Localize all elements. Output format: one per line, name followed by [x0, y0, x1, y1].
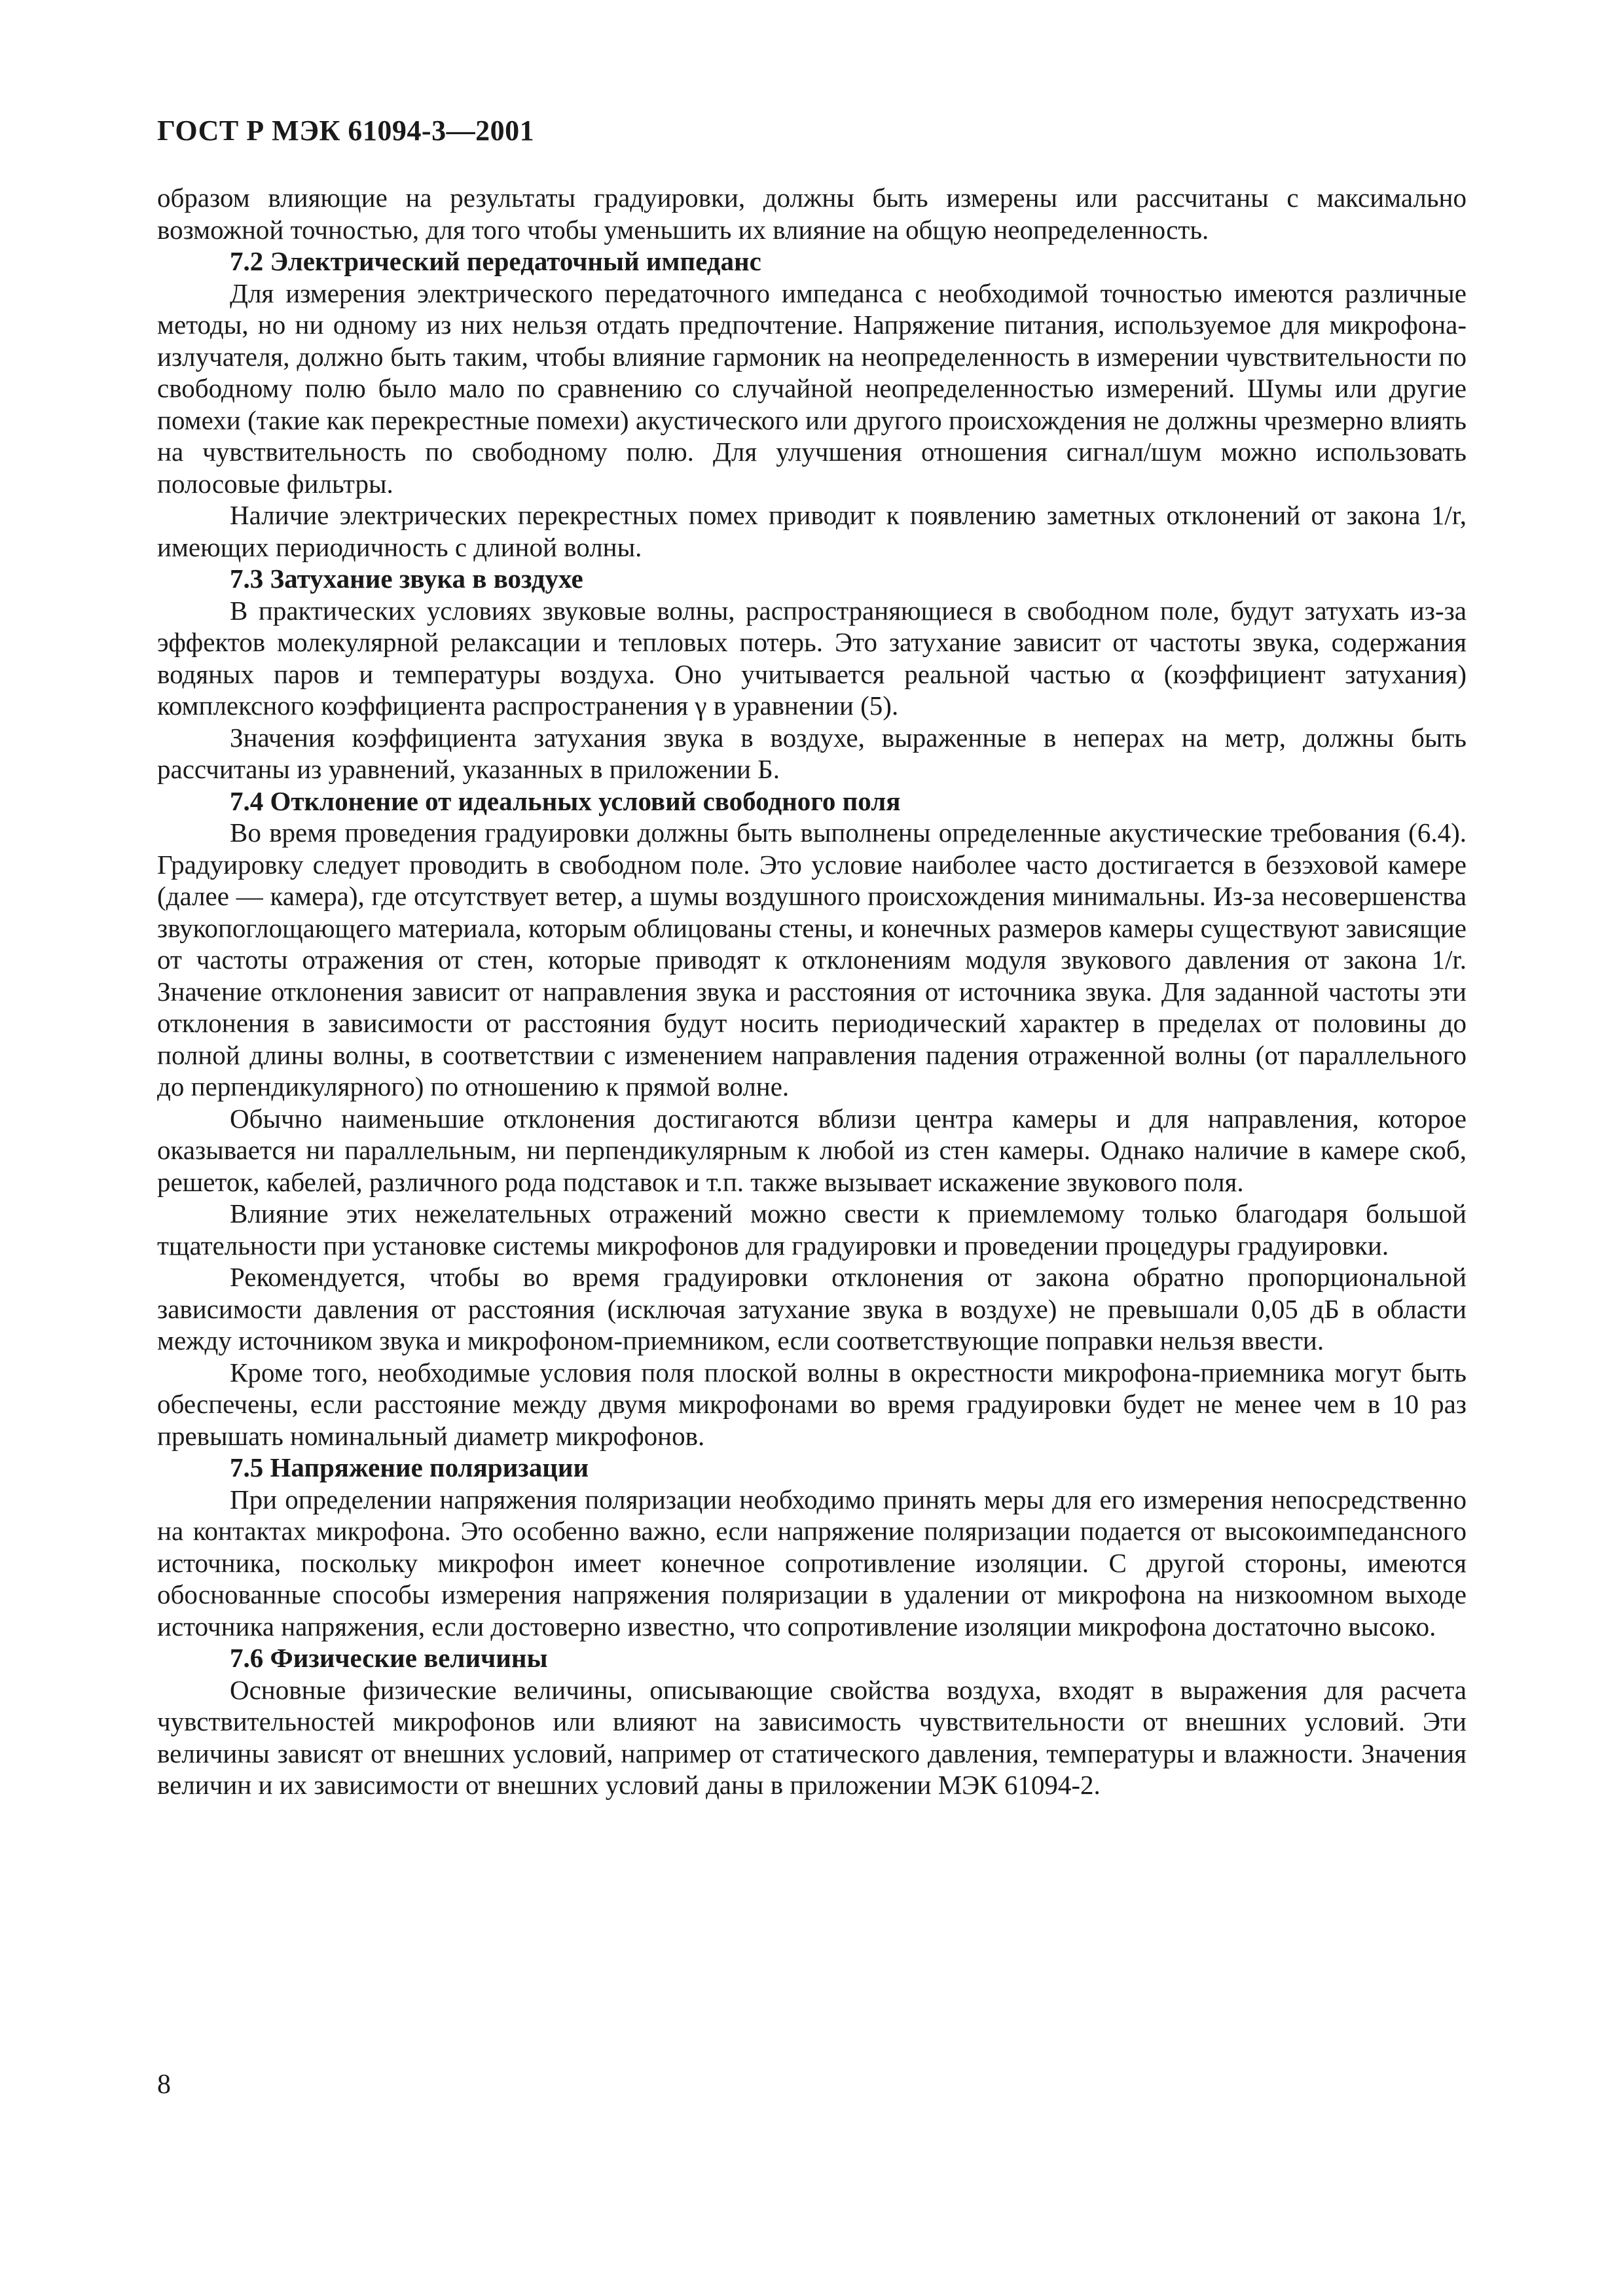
- paragraph: Обычно наименьшие отклонения достигаются вблизи центра камеры и для направления, которое оказывается ни параллельным, ни перпендикулярным к любой из стен камеры. Однако наличие в камере скоб, решеток, кабелей, различного рода подставок и т.п. также вызывает искажение звукового поля.: [157, 1103, 1467, 1197]
- paragraph: При определении напряжения поляризации необходимо принять меры для его измерения непосредственно на контактах микрофона. Это особенно важно, если напряжение поляризации подается от высокоимпедансного источника, поскольку микрофон имеет конечное сопротивление изоляции. С другой стороны, имеются обоснованные способы измерения напряжения поляризации в удалении от микрофона на низкоомном выходе источника напряжения, если достоверно известно, что сопротивление изоляции микрофона достаточно высоко.: [157, 1484, 1467, 1641]
- paragraph: Для измерения электрического передаточного импеданса с необходимой точностью имеются различные методы, но ни одному из них нельзя отдать предпочтение. Напряжение питания, используемое для микрофона-излучателя, должно быть таким, чтобы влияние гармоник на неопределенность в измерении чувствительности по свободному полю было мало по сравнению со случайной неопределенностью измерений. Шумы или другие помехи (такие как перекрестные помехи) акустического или другого происхождения не должны чрезмерно влиять на чувствительность по свободному полю. Для улучшения отношения сигнал/шум можно использовать полосовые фильтры.: [157, 278, 1467, 499]
- document-page: [157, 111, 1467, 1801]
- paragraph: Влияние этих нежелательных отражений можно свести к приемлемому только благодаря большой тщательности при установке системы микрофонов для градуировки и проведении процедуры градуировки.: [157, 1198, 1467, 1261]
- paragraph: Рекомендуется, чтобы во время градуировки отклонения от закона обратно пропорциональной зависимости давления от расстояния (исключая затухание звука в воздухе) не превышали 0,05 дБ в области между источником звука и микрофоном-приемником, если соответствующие поправки нельзя ввести.: [157, 1262, 1467, 1355]
- paragraph: Кроме того, необходимые условия поля плоской волны в окрестности микрофона-приемника могут быть обеспечены, если расстояние между двумя микрофонами во время градуировки будет не менее чем в 10 раз превышать номинальный диаметр микрофонов.: [157, 1357, 1467, 1451]
- paragraph: Значения коэффициента затухания звука в воздухе, выраженные в неперах на метр, должны быть рассчитаны из уравнений, указанных в приложении Б.: [157, 722, 1467, 784]
- document-body: [157, 182, 1467, 1801]
- document-header: ГОСТ Р МЭК 61094-3—2001: [157, 115, 535, 147]
- section-heading-7-6: 7.6 Физические величины: [230, 1643, 548, 1673]
- paragraph: Во время проведения градуировки должны быть выполнены определенные акустические требования (6.4). Градуировку следует проводить в свободном поле. Это условие наиболее часто достигается в безэховой камере (далее — камера), где отсутствует ветер, а шумы воздушного происхождения минимальны. Из-за несовершенства звукопоглощающего материала, которым облицованы стены, и конечных размеров камеры существуют зависящие от частоты отражения от стен, которые приводят к отклонениям модуля звукового давления от закона 1/r. Значение отклонения зависит от направления звука и расстояния от источника звука. Для заданной частоты эти отклонения в зависимости от расстояния будут носить периодический характер в пределах от половины до полной длины волны, в соответствии с изменением направления падения отраженной волны (от параллельного до перпендикулярного) по отношению к прямой волне.: [157, 817, 1467, 1102]
- section-heading-7-4: 7.4 Отклонение от идеальных условий свободного поля: [230, 785, 901, 816]
- section-heading-7-2: 7.2 Электрический передаточный импеданс: [230, 246, 761, 276]
- section-heading-7-3: 7.3 Затухание звука в воздухе: [230, 564, 583, 594]
- paragraph: Наличие электрических перекрестных помех приводит к появлению заметных отклонений от закона 1/r, имеющих периодичность с длиной волны.: [157, 500, 1467, 562]
- paragraph-continuation: образом влияющие на результаты градуировки, должны быть измерены или рассчитаны с максимально возможной точностью, для того чтобы уменьшить их влияние на общую неопределенность.: [157, 183, 1467, 245]
- paragraph: Основные физические величины, описывающие свойства воздуха, входят в выражения для расчета чувствительностей микрофонов или влияют на зависимость чувствительности от внешних условий. Эти величины зависят от внешних условий, например от статического давления, температуры и влажности. Значения величин и их зависимости от внешних условий даны в приложении МЭК 61094-2.: [157, 1674, 1467, 1800]
- section-heading-7-5: 7.5 Напряжение поляризации: [230, 1452, 589, 1482]
- paragraph: В практических условиях звуковые волны, распространяющиеся в свободном поле, будут затухать из-за эффектов молекулярной релаксации и тепловых потерь. Это затухание зависит от частоты звука, содержания водяных паров и температуры воздуха. Оно учитывается реальной частью α (коэффициент затухания) комплексного коэффициента распространения γ в уравнении (5).: [157, 595, 1467, 721]
- page-number: 8: [157, 2070, 171, 2100]
